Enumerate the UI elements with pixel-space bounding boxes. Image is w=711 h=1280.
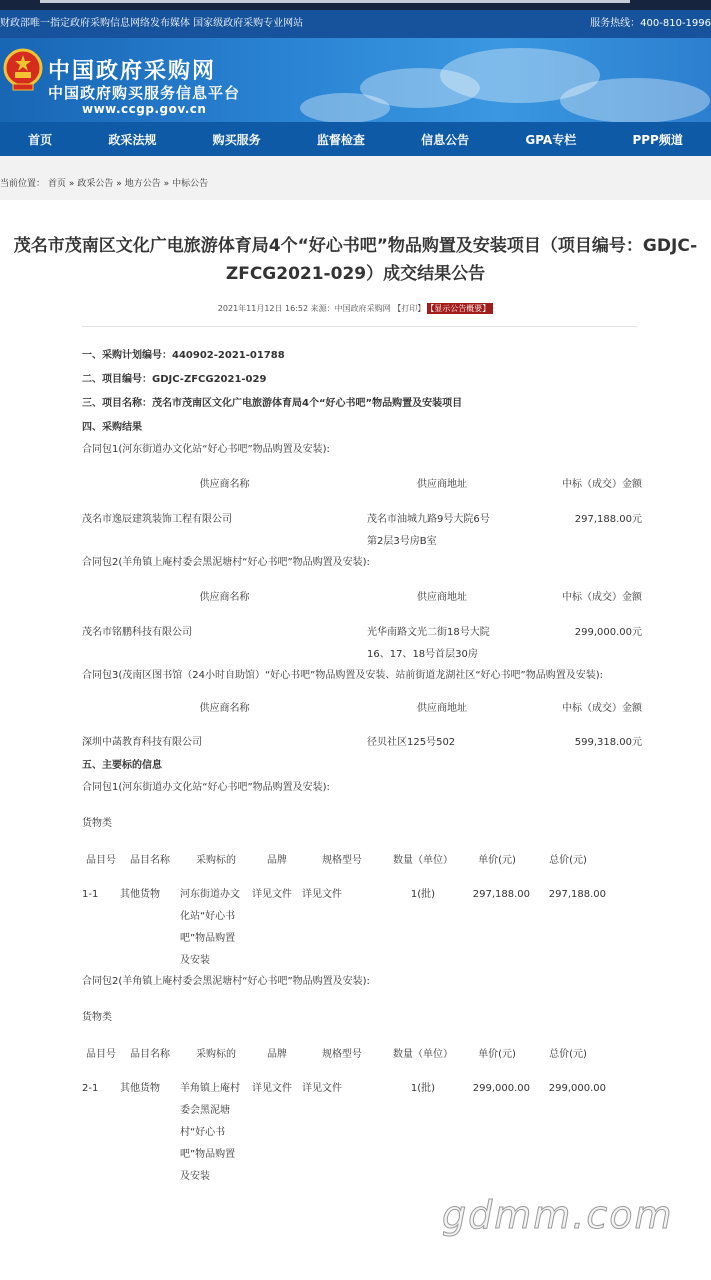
- table-row: [82, 884, 642, 972]
- amount: 599,318.00元: [574, 737, 642, 748]
- nav-supervision[interactable]: 监督检查: [316, 132, 365, 147]
- project-number: 二、项目编号：GDJC-ZFCG2021-029: [82, 374, 267, 385]
- item-spec: 详见文件: [302, 889, 342, 900]
- table-row: [82, 622, 642, 666]
- package-1-title: 合同包1(河东街道办文化站“好心书吧”物品购置及安装):: [82, 782, 330, 793]
- item-unit-price: 299,000.00: [472, 1083, 530, 1094]
- result-table-header: [82, 474, 642, 496]
- breadcrumb-label: 当前位置：: [0, 179, 46, 189]
- amount: 297,188.00元: [574, 514, 642, 525]
- result-table-header: [82, 698, 642, 720]
- item-unit-price: 297,188.00: [472, 889, 530, 900]
- divider: [82, 326, 637, 327]
- package-2-title: 合同包2(羊角镇上庵村委会黑泥塘村“好心书吧”物品购置及安装):: [82, 976, 370, 987]
- item-target: 河东街道办文化站“好心书吧”物品购置及安装: [180, 889, 240, 966]
- article-meta: [0, 303, 711, 314]
- col-amount: 中标（成交）金额: [562, 479, 642, 490]
- nav-purchase-service[interactable]: 购买服务: [212, 132, 261, 147]
- nav-ppp[interactable]: PPP频道: [632, 132, 683, 147]
- browser-top-strip: [0, 0, 711, 10]
- package-1-title: 合同包1(河东街道办文化站“好心书吧”物品购置及安装):: [82, 444, 330, 455]
- item-quantity: 1(批): [410, 1083, 436, 1094]
- col-amount: 中标（成交）金额: [562, 592, 642, 603]
- col-supplier-address: 供应商地址: [417, 703, 467, 714]
- col-spec: 规格型号: [322, 1049, 362, 1060]
- table-row: [82, 1078, 642, 1188]
- col-target: 采购标的: [196, 855, 236, 866]
- breadcrumb-home[interactable]: 首页 »: [48, 179, 75, 189]
- table-row: [82, 732, 642, 754]
- nav-gpa[interactable]: GPA专栏: [525, 132, 577, 147]
- main-items-heading: 五、主要标的信息: [82, 760, 162, 771]
- result-heading: 四、采购结果: [82, 422, 142, 433]
- info-bar: [0, 10, 711, 38]
- item-total-price: 299,000.00: [548, 1083, 606, 1094]
- article-body: [82, 340, 642, 1188]
- breadcrumb-award[interactable]: 中标公告: [172, 179, 209, 189]
- supplier-name: 深圳中菡教育科技有限公司: [82, 737, 202, 748]
- item-spec: 详见文件: [302, 1083, 342, 1094]
- breadcrumb-notices[interactable]: 政采公告 »: [77, 179, 122, 189]
- goods-category: 货物类: [82, 1012, 112, 1023]
- col-supplier-name: 供应商名称: [199, 592, 250, 603]
- item-total-price: 297,188.00: [548, 889, 606, 900]
- show-summary-button[interactable]: 【显示公告概要】: [427, 303, 493, 314]
- watermark: gdmm.com: [442, 1193, 674, 1237]
- nav-regulations[interactable]: 政采法规: [108, 132, 157, 147]
- nav-announcements[interactable]: 信息公告: [421, 132, 470, 147]
- amount: 299,000.00元: [574, 627, 642, 638]
- item-target: 羊角镇上庵村委会黑泥塘村“好心书吧”物品购置及安装: [180, 1083, 240, 1182]
- items-table-header: [82, 850, 642, 872]
- supplier-address: 光华南路文光二街18号大院16、17、18号首层30房: [367, 627, 490, 660]
- col-item-name: 品目名称: [130, 1049, 170, 1060]
- breadcrumb-local[interactable]: 地方公告 »: [124, 179, 170, 189]
- item-quantity: 1(批): [410, 889, 436, 900]
- col-unit-price: 单价(元): [478, 855, 516, 866]
- item-name: 其他货物: [120, 1083, 160, 1094]
- package-2-title: 合同包2(羊角镇上庵村委会黑泥塘村“好心书吧”物品购置及安装):: [82, 557, 370, 568]
- item-brand: 详见文件: [252, 1083, 292, 1094]
- supplier-address: 径贝社区125号502: [367, 737, 456, 748]
- col-supplier-address: 供应商地址: [417, 479, 467, 490]
- item-no: 1-1: [82, 889, 99, 900]
- items-table-header: [82, 1044, 642, 1066]
- nav-home[interactable]: 首页: [28, 132, 53, 147]
- item-brand: 详见文件: [252, 889, 292, 900]
- col-item-name: 品目名称: [130, 855, 170, 866]
- result-table-header: [82, 587, 642, 609]
- col-quantity: 数量（单位）: [393, 855, 453, 866]
- table-row: [82, 509, 642, 553]
- package-3-title: 合同包3(茂南区图书馆（24小时自助馆）“好心书吧”物品购置及安装、站前街道龙湖社区“好心书吧”物品购置及安装):: [82, 670, 603, 681]
- col-brand: 品牌: [267, 855, 287, 866]
- breadcrumb: [0, 176, 211, 189]
- page-title: 茂名市茂南区文化广电旅游体育局4个“好心书吧”物品购置及安装项目（项目编号：GDJC-ZFCG2021-029）成交结果公告: [13, 236, 698, 284]
- col-spec: 规格型号: [322, 855, 362, 866]
- supplier-name: 茂名市铭鹏科技有限公司: [82, 627, 192, 638]
- item-name: 其他货物: [120, 889, 160, 900]
- col-total-price: 总价(元): [549, 1049, 587, 1060]
- col-supplier-address: 供应商地址: [417, 592, 467, 603]
- col-supplier-name: 供应商名称: [199, 703, 250, 714]
- service-hotline: 服务热线：400-810-1996: [590, 18, 711, 29]
- site-banner: [0, 38, 711, 122]
- site-logo-subtitle: 中国政府购买服务信息平台: [48, 84, 241, 102]
- col-item-no: 品目号: [86, 855, 116, 866]
- col-amount: 中标（成交）金额: [562, 703, 642, 714]
- col-quantity: 数量（单位）: [393, 1049, 453, 1060]
- site-logo-title[interactable]: 中国政府采购网: [48, 59, 217, 84]
- top-strip-bar: [40, 0, 630, 3]
- site-url: www.ccgp.gov.cn: [82, 102, 207, 116]
- info-bar-left: 财政部唯一指定政府采购信息网络发布媒体 国家级政府采购专业网站: [0, 18, 304, 29]
- col-target: 采购标的: [196, 1049, 236, 1060]
- goods-category: 货物类: [82, 818, 112, 829]
- supplier-address: 茂名市油城九路9号大院6号第2层3号房B室: [367, 514, 490, 547]
- col-item-no: 品目号: [86, 1049, 116, 1060]
- col-unit-price: 单价(元): [478, 1049, 516, 1060]
- supplier-name: 茂名市逸辰建筑装饰工程有限公司: [82, 514, 232, 525]
- meta-text: 2021年11月12日 16:52 来源：中国政府采购网 【打印】: [217, 304, 426, 313]
- col-total-price: 总价(元): [549, 855, 587, 866]
- plan-number: 一、采购计划编号：440902-2021-01788: [82, 350, 285, 361]
- col-brand: 品牌: [267, 1049, 287, 1060]
- col-supplier-name: 供应商名称: [199, 479, 250, 490]
- national-emblem-icon: [3, 48, 43, 92]
- main-nav: [0, 122, 711, 156]
- project-name: 三、项目名称：茂名市茂南区文化广电旅游体育局4个“好心书吧”物品购置及安装项目: [82, 398, 463, 409]
- item-no: 2-1: [82, 1083, 99, 1094]
